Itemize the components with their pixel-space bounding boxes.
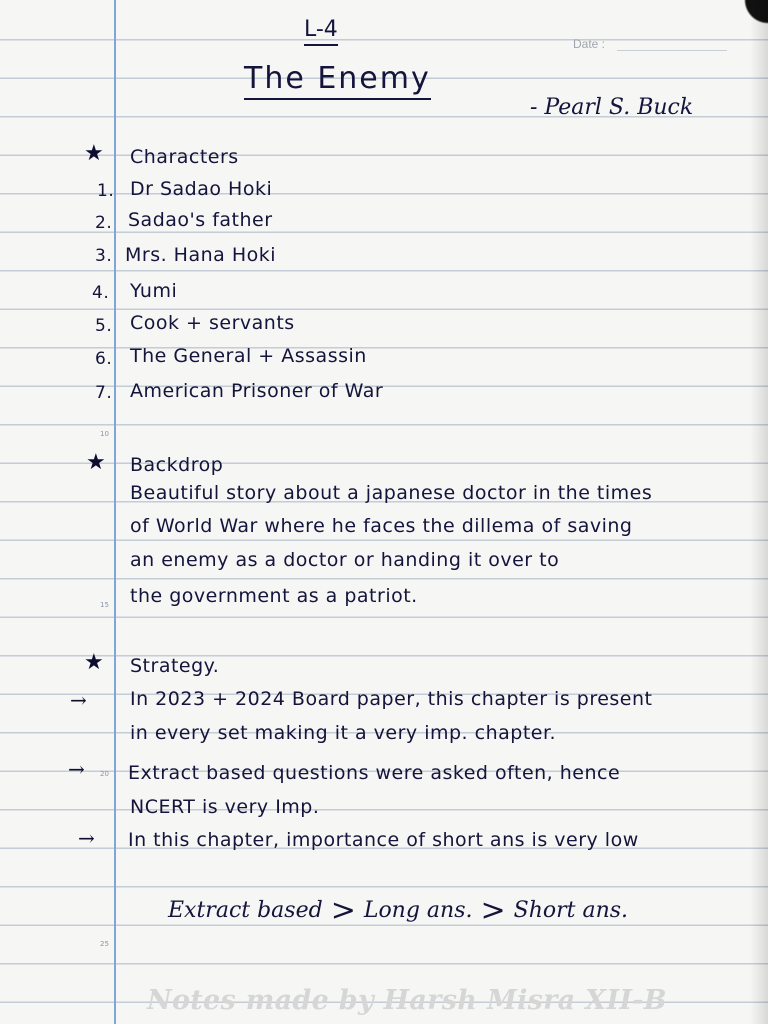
answer-priority-summary [168, 893, 628, 928]
greater-than-icon: > [480, 893, 506, 928]
backdrop-line: Beautiful story about a japanese doctor in the times [130, 482, 653, 504]
margin-line [114, 0, 116, 1024]
page-edge-shade [750, 0, 768, 1024]
greater-than-icon: > [330, 893, 356, 928]
strategy-line: Extract based questions were asked often, hence [128, 762, 621, 784]
author: - Pearl S. Buck [530, 95, 694, 120]
character-item: Mrs. Hana Hoki [125, 244, 277, 266]
line-number: 25 [100, 940, 109, 948]
character-number: 2. [95, 213, 113, 233]
character-item: Dr Sadao Hoki [130, 178, 273, 200]
character-number: 5. [95, 316, 113, 336]
line-number: 20 [100, 770, 109, 778]
date-line [617, 50, 727, 51]
character-number: 7. [95, 383, 113, 403]
backdrop-line: of World War where he faces the dillema of saving [130, 515, 633, 537]
character-item: The General + Assassin [130, 345, 367, 367]
page-title: The Enemy [244, 62, 431, 100]
arrow-bullet-icon: → [78, 826, 95, 850]
lesson-number: L-4 [304, 18, 338, 46]
character-item: Yumi [130, 280, 178, 302]
arrow-bullet-icon: → [68, 757, 85, 781]
character-number: 6. [95, 349, 113, 369]
strategy-line: In 2023 + 2024 Board paper, this chapter is present [130, 688, 653, 710]
character-number: 1. [97, 181, 115, 201]
backdrop-line: an enemy as a doctor or handing it over to [130, 549, 560, 571]
summary-extract: Extract based [168, 898, 323, 923]
arrow-bullet-icon: → [70, 688, 87, 712]
strategy-line: NCERT is very Imp. [130, 796, 320, 818]
backdrop-heading: Backdrop [130, 454, 224, 476]
backdrop-line: the government as a patriot. [130, 585, 418, 607]
summary-short: Short ans. [513, 898, 629, 923]
line-number: 15 [100, 601, 109, 609]
line-number: 10 [100, 430, 109, 438]
character-number: 3. [95, 246, 113, 266]
strategy-line: In this chapter, importance of short ans is very low [128, 829, 639, 851]
star-bullet-icon: ★ [86, 450, 106, 475]
strategy-line: in every set making it a very imp. chapter. [130, 722, 557, 744]
characters-heading: Characters [130, 146, 239, 168]
strategy-heading: Strategy. [130, 655, 220, 677]
character-item: American Prisoner of War [130, 380, 384, 402]
star-bullet-icon: ★ [84, 650, 104, 675]
character-item: Sadao's father [128, 209, 273, 231]
character-number: 4. [92, 283, 110, 303]
character-item: Cook + servants [130, 312, 295, 334]
summary-long: Long ans. [363, 898, 473, 923]
date-label: Date : [573, 37, 606, 51]
star-bullet-icon: ★ [84, 141, 104, 166]
watermark: Notes made by Harsh Misra XII-B [147, 985, 667, 1016]
